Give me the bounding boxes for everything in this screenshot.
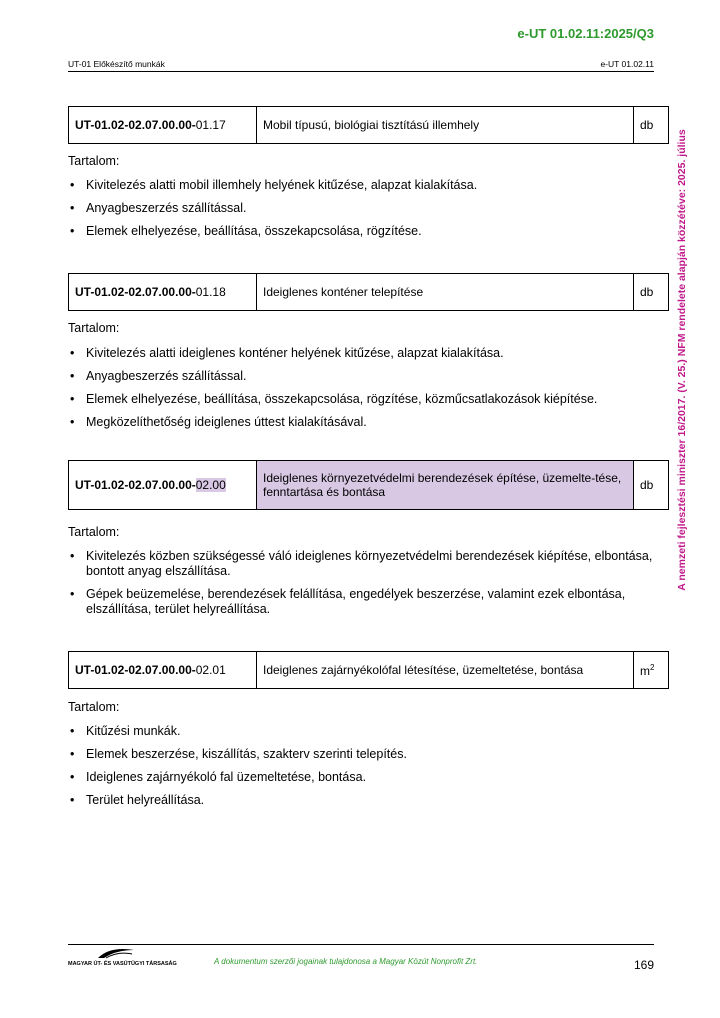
list-item: • Anyagbeszerzés szállítással.	[68, 201, 668, 216]
list-item: • Kitűzési munkák.	[68, 724, 668, 739]
header-left	[68, 59, 165, 69]
footer-divider	[68, 944, 654, 945]
item-title: Ideiglenes zajárnyékolófal létesítése, üzemeltetése, bontása	[257, 652, 634, 689]
side-publication-note: A nemzeti fejlesztési miniszter 16/2017. (V. 25.) NFM rendelete alapján közzétéve: 2025. július	[676, 129, 688, 591]
content-list	[68, 178, 668, 247]
item-code-cell	[69, 652, 257, 689]
content-list	[68, 346, 668, 438]
running-header	[68, 59, 654, 72]
unit-superscript: 2	[650, 662, 655, 672]
logo-text: MAGYAR ÚT- ÉS VASÚTÜGYI TÁRSASÁG	[68, 961, 177, 967]
list-item: • Gépek beüzemelése, berendezések felállítása, engedélyek beszerzése, valamint ezek elbontása, elszállítása, terület helyreállítása.	[68, 587, 668, 617]
list-item: • Megközelíthetőség ideiglenes úttest kialakításával.	[68, 415, 668, 430]
item-code-main: UT-01.02-02.07.00.00-	[75, 285, 196, 299]
list-item: • Kivitelezés alatti ideiglenes konténer helyének kitűzése, alapzat kialakítása.	[68, 346, 668, 361]
list-item: • Terület helyreállítása.	[68, 793, 668, 808]
logo-swoosh-icon	[96, 946, 136, 960]
content-list	[68, 549, 668, 625]
header-left-title: Előkészítő munkák	[93, 59, 165, 69]
item-code-main: UT-01.02-02.07.00.00-	[75, 663, 196, 677]
item-code-table	[68, 106, 669, 144]
item-code-cell	[69, 107, 257, 144]
item-unit	[634, 652, 669, 689]
content-label: Tartalom:	[68, 700, 120, 714]
page-number: 169	[633, 958, 654, 972]
item-unit: db	[634, 107, 669, 144]
header-right: e-UT 01.02.11	[600, 59, 654, 69]
item-code-table	[68, 651, 669, 689]
unit-base: m	[640, 663, 650, 678]
item-unit: db	[634, 274, 669, 311]
item-code-table	[68, 273, 669, 311]
copyright-notice: A dokumentum szerzői jogainak tulajdonosa a Magyar Közút Nonprofit Zrt.	[214, 957, 478, 966]
item-code-suffix: 02.01	[195, 663, 226, 677]
item-code-main: UT-01.02-02.07.00.00-	[75, 478, 196, 492]
content-list	[68, 724, 668, 816]
item-code-suffix: 02.00	[195, 478, 226, 492]
list-item: • Elemek elhelyezése, beállítása, összekapcsolása, rögzítése, közműcsatlakozások kiépítése.	[68, 392, 668, 407]
society-logo	[68, 950, 177, 967]
item-title: Ideiglenes környezetvédelmi berendezések építése, üzemelte-tése, fenntartása és bontása	[257, 461, 634, 510]
item-code-cell	[69, 461, 257, 510]
item-title: Ideiglenes konténer telepítése	[257, 274, 634, 311]
list-item: • Elemek elhelyezése, beállítása, összekapcsolása, rögzítése.	[68, 224, 668, 239]
document-code: e-UT 01.02.11:2025/Q3	[517, 26, 654, 41]
list-item: • Anyagbeszerzés szállítással.	[68, 369, 668, 384]
list-item: • Kivitelezés közben szükségessé váló ideiglenes környezetvédelmi berendezések kiépítése, elbontása, bontott anyag elszállítása.	[68, 549, 668, 579]
item-unit: db	[634, 461, 669, 510]
list-item: • Ideiglenes zajárnyékoló fal üzemeltetése, bontása.	[68, 770, 668, 785]
list-item: • Kivitelezés alatti mobil illemhely helyének kitűzése, alapzat kialakítása.	[68, 178, 668, 193]
header-left-prefix: UT-01	[68, 59, 94, 69]
item-code-cell	[69, 274, 257, 311]
list-item: • Elemek beszerzése, kiszállítás, szakterv szerinti telepítés.	[68, 747, 668, 762]
content-label: Tartalom:	[68, 321, 120, 335]
item-code-main: UT-01.02-02.07.00.00-	[75, 118, 196, 132]
content-label: Tartalom:	[68, 525, 120, 539]
item-code-suffix: 01.18	[195, 285, 226, 299]
item-code-suffix: 01.17	[195, 118, 226, 132]
content-label: Tartalom:	[68, 154, 120, 168]
item-code-table	[68, 460, 669, 510]
item-title: Mobil típusú, biológiai tisztítású illemhely	[257, 107, 634, 144]
